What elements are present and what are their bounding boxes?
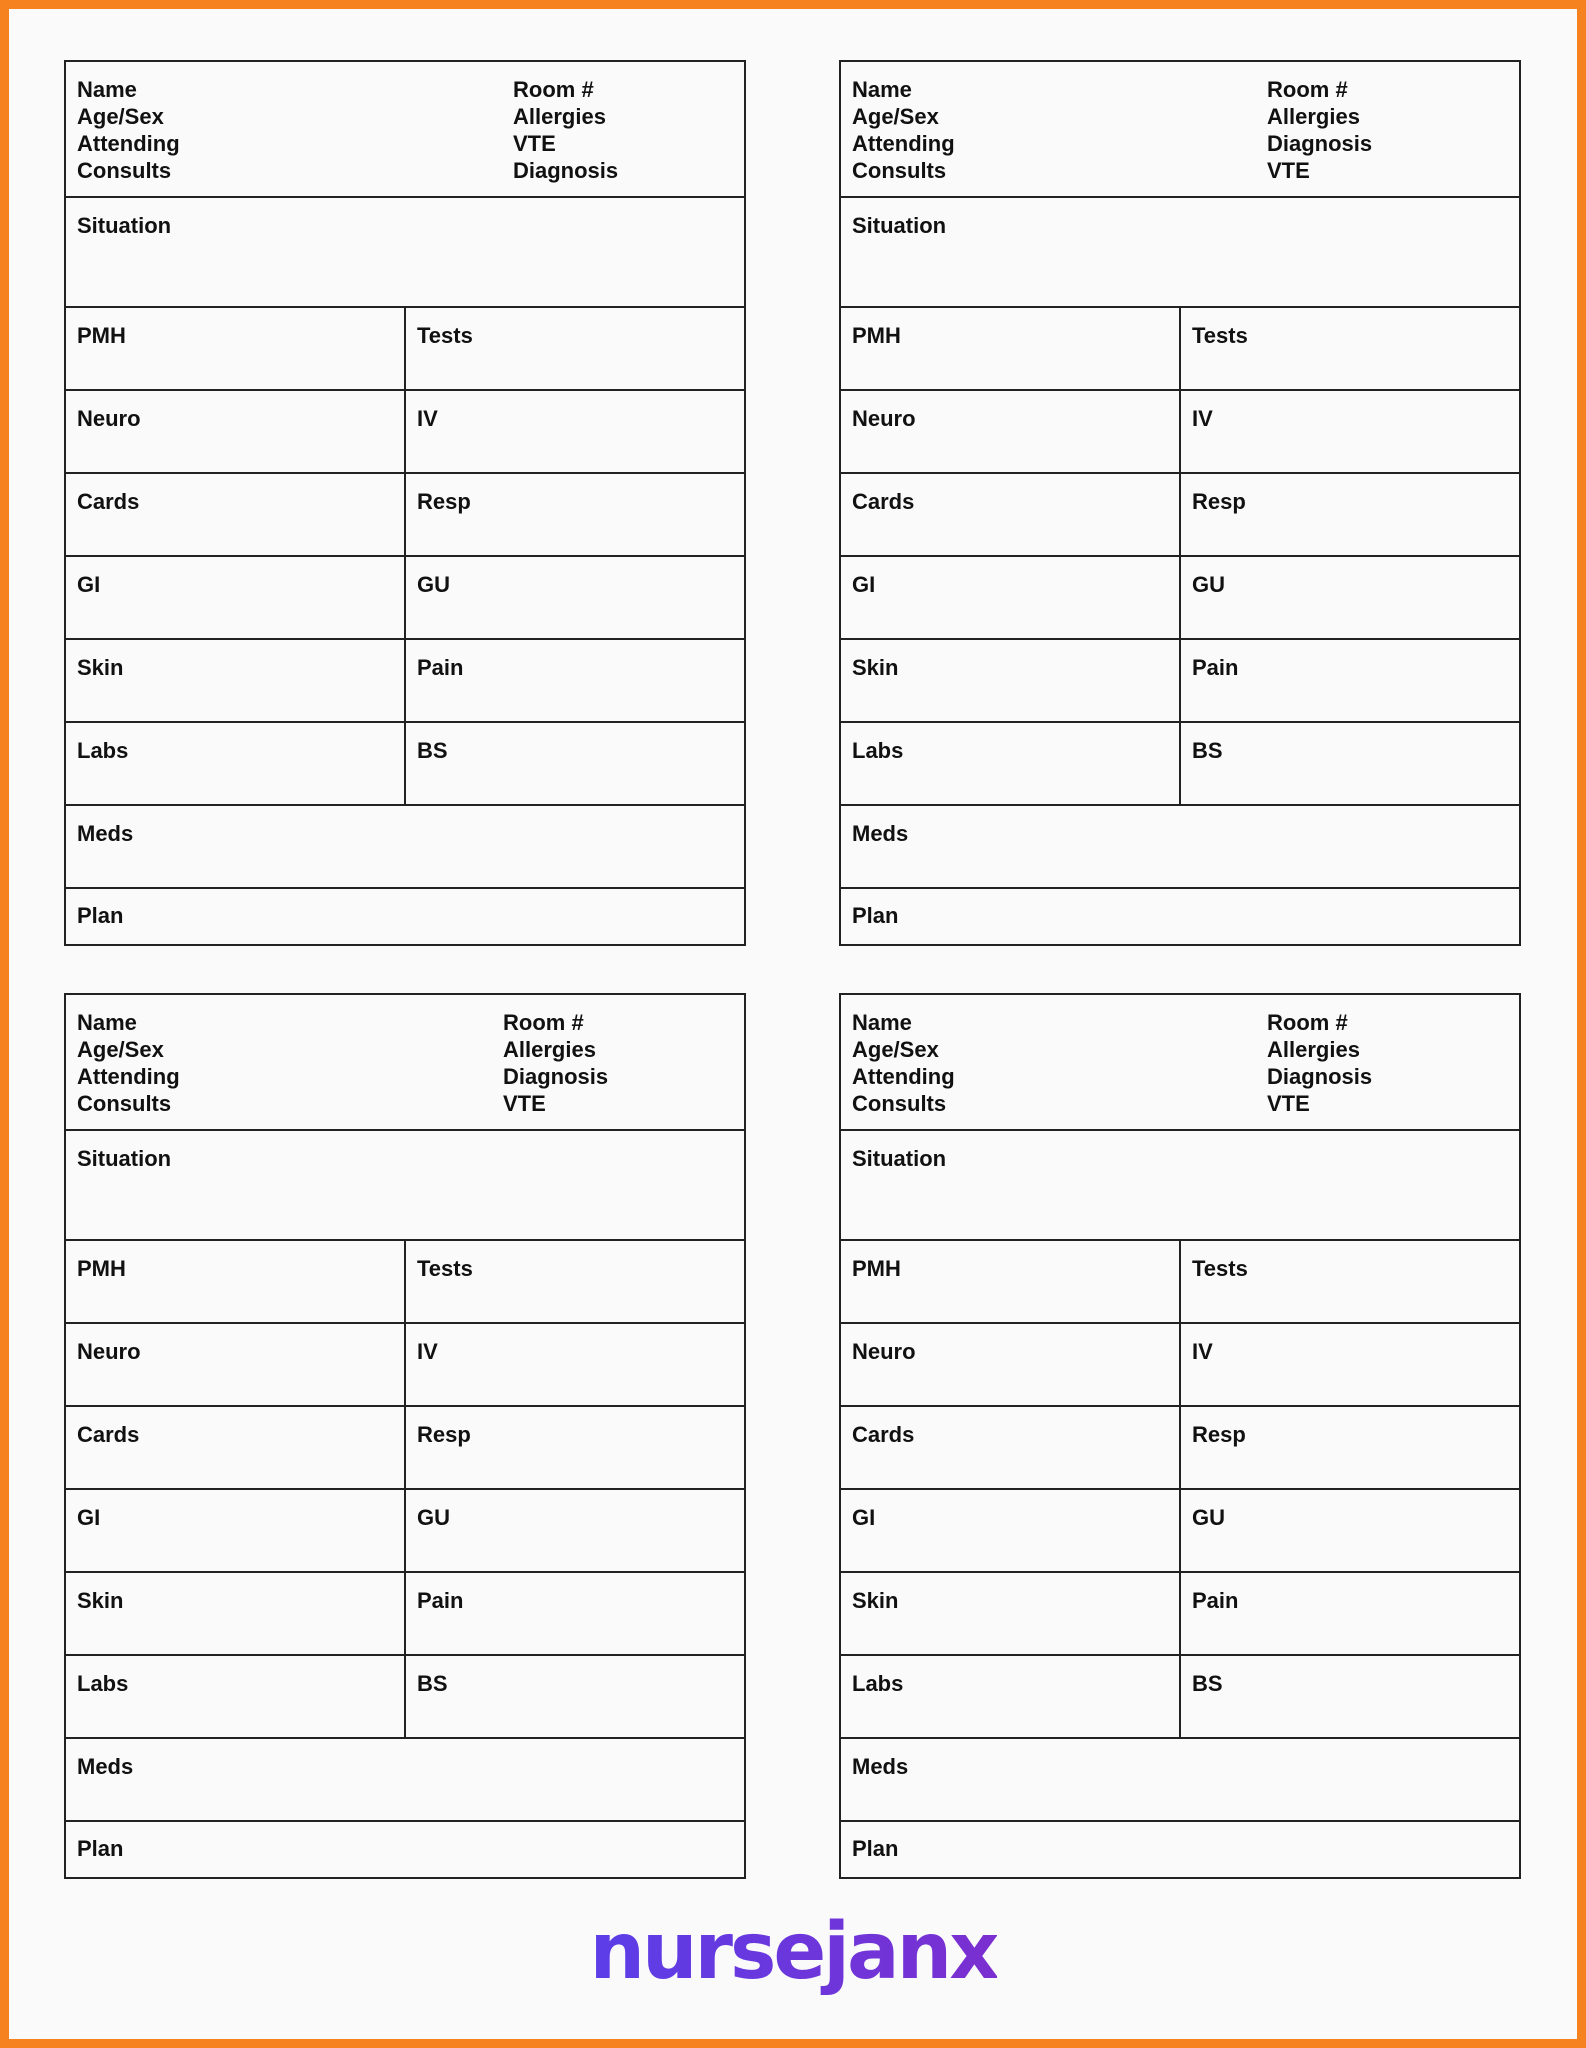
- assessment-cell: [841, 557, 1181, 638]
- assessment-label: BS: [1192, 1671, 1223, 1696]
- assessment-label: BS: [417, 1671, 448, 1696]
- assessment-cell: [1181, 1407, 1519, 1488]
- assessment-label: Resp: [1192, 489, 1246, 514]
- header-field-label: Age/Sex: [852, 104, 939, 129]
- plan-section: [66, 889, 744, 944]
- header-field-label: Allergies: [513, 104, 606, 129]
- plan-section: [66, 1822, 744, 1877]
- assessment-cell: [1181, 1324, 1519, 1405]
- assessment-label: PMH: [852, 323, 901, 348]
- assessment-label: IV: [1192, 1339, 1213, 1364]
- assessment-label: Pain: [1192, 1588, 1239, 1613]
- assessment-cell: [66, 1656, 406, 1737]
- assessment-row: [841, 1241, 1519, 1324]
- assessment-cell: [841, 1407, 1181, 1488]
- assessment-label: Labs: [852, 1671, 904, 1696]
- header-field-label: Allergies: [1267, 104, 1360, 129]
- header-field-label: VTE: [1267, 158, 1310, 183]
- header-left-column: [77, 76, 180, 184]
- meds-section: [841, 1739, 1519, 1822]
- assessment-label: Skin: [852, 1588, 899, 1613]
- header-left-column: [77, 1009, 180, 1117]
- assessment-label: Resp: [417, 489, 471, 514]
- assessment-label: Tests: [417, 323, 473, 348]
- situation-section: [66, 1131, 744, 1241]
- header-field-label: Room #: [503, 1010, 584, 1035]
- assessment-row: [66, 391, 744, 474]
- assessment-label: GI: [77, 572, 101, 597]
- patient-header: [66, 62, 744, 198]
- assessment-cell: [406, 1573, 744, 1654]
- assessment-label: GI: [852, 1505, 876, 1530]
- assessment-row: [66, 308, 744, 391]
- assessment-label: Pain: [1192, 655, 1239, 680]
- assessment-cell: [841, 1490, 1181, 1571]
- assessment-cell: [841, 640, 1181, 721]
- assessment-cell: [66, 1324, 406, 1405]
- assessment-row: [841, 1573, 1519, 1656]
- header-left-column: [852, 76, 955, 184]
- meds-section: [66, 1739, 744, 1822]
- patient-header: [66, 995, 744, 1131]
- assessment-label: GU: [417, 1505, 450, 1530]
- assessment-cell: [1181, 1573, 1519, 1654]
- assessment-label: Neuro: [77, 406, 141, 431]
- assessment-label: GI: [77, 1505, 101, 1530]
- assessment-label: GI: [852, 572, 876, 597]
- assessment-cell: [406, 1324, 744, 1405]
- meds-section: [66, 806, 744, 889]
- assessment-row: [841, 723, 1519, 806]
- assessment-cell: [1181, 1490, 1519, 1571]
- assessment-label: GU: [1192, 572, 1225, 597]
- assessment-row: [841, 1407, 1519, 1490]
- logo-wordmark: nursejanx: [589, 1907, 997, 1997]
- header-field-label: Age/Sex: [77, 1037, 164, 1062]
- assessment-row: [841, 474, 1519, 557]
- header-field-label: Name: [77, 77, 137, 102]
- situation-label: Situation: [852, 213, 947, 238]
- meds-section: [841, 806, 1519, 889]
- assessment-label: Cards: [77, 1422, 140, 1447]
- plan-label: Plan: [852, 903, 899, 928]
- assessment-cell: [66, 1241, 406, 1322]
- assessment-cell: [1181, 391, 1519, 472]
- assessment-label: PMH: [77, 323, 126, 348]
- assessment-cell: [841, 1573, 1181, 1654]
- plan-label: Plan: [77, 1836, 124, 1861]
- assessment-label: GU: [417, 572, 450, 597]
- assessment-cell: [841, 1241, 1181, 1322]
- header-field-label: Diagnosis: [503, 1064, 609, 1089]
- situation-section: [841, 1131, 1519, 1241]
- header-field-label: Room #: [1267, 77, 1348, 102]
- assessment-cell: [841, 1324, 1181, 1405]
- assessment-label: Labs: [852, 738, 904, 763]
- report-card: [839, 993, 1521, 1879]
- assessment-label: Skin: [77, 1588, 124, 1613]
- header-field-label: Consults: [852, 1091, 947, 1116]
- header-left-column: [852, 1009, 955, 1117]
- situation-label: Situation: [77, 1146, 172, 1171]
- assessment-label: Tests: [417, 1256, 473, 1281]
- situation-label: Situation: [77, 213, 172, 238]
- assessment-label: Pain: [417, 1588, 464, 1613]
- meds-label: Meds: [77, 1754, 134, 1779]
- assessment-cell: [406, 1241, 744, 1322]
- header-field-label: Allergies: [503, 1037, 596, 1062]
- assessment-cell: [1181, 723, 1519, 804]
- assessment-cell: [1181, 308, 1519, 389]
- assessment-label: BS: [417, 738, 448, 763]
- assessment-row: [66, 1656, 744, 1739]
- assessment-label: Tests: [1192, 323, 1248, 348]
- header-field-label: Room #: [1267, 1010, 1348, 1035]
- assessment-row: [841, 640, 1519, 723]
- assessment-cell: [841, 723, 1181, 804]
- assessment-label: Skin: [77, 655, 124, 680]
- assessment-row: [66, 1573, 744, 1656]
- header-field-label: Diagnosis: [1267, 131, 1373, 156]
- situation-section: [841, 198, 1519, 308]
- assessment-row: [841, 308, 1519, 391]
- assessment-cell: [66, 640, 406, 721]
- assessment-label: BS: [1192, 738, 1223, 763]
- assessment-row: [66, 1241, 744, 1324]
- header-field-label: Diagnosis: [1267, 1064, 1373, 1089]
- header-field-label: Attending: [77, 1064, 180, 1089]
- assessment-label: GU: [1192, 1505, 1225, 1530]
- report-card: [839, 60, 1521, 946]
- assessment-cell: [406, 308, 744, 389]
- assessment-row: [841, 1656, 1519, 1739]
- assessment-label: Pain: [417, 655, 464, 680]
- assessment-row: [841, 557, 1519, 640]
- header-field-label: Attending: [852, 1064, 955, 1089]
- header-field-label: Consults: [77, 1091, 172, 1116]
- assessment-cell: [841, 1656, 1181, 1737]
- header-field-label: VTE: [503, 1091, 546, 1116]
- assessment-row: [841, 391, 1519, 474]
- header-field-label: Name: [852, 1010, 912, 1035]
- assessment-cell: [66, 557, 406, 638]
- assessment-label: Skin: [852, 655, 899, 680]
- assessment-cell: [1181, 557, 1519, 638]
- plan-label: Plan: [852, 1836, 899, 1861]
- header-field-label: Attending: [852, 131, 955, 156]
- assessment-cell: [841, 474, 1181, 555]
- assessment-label: Cards: [77, 489, 140, 514]
- assessment-label: IV: [417, 1339, 438, 1364]
- assessment-row: [66, 557, 744, 640]
- assessment-cell: [1181, 1656, 1519, 1737]
- assessment-label: Resp: [417, 1422, 471, 1447]
- header-field-label: VTE: [513, 131, 556, 156]
- assessment-label: Tests: [1192, 1256, 1248, 1281]
- assessment-cell: [66, 308, 406, 389]
- patient-header: [841, 62, 1519, 198]
- assessment-cell: [406, 1490, 744, 1571]
- assessment-cell: [66, 1490, 406, 1571]
- assessment-cell: [406, 474, 744, 555]
- assessment-row: [841, 1324, 1519, 1407]
- report-card: [64, 60, 746, 946]
- plan-section: [841, 1822, 1519, 1877]
- header-field-label: VTE: [1267, 1091, 1310, 1116]
- patient-header: [841, 995, 1519, 1131]
- assessment-label: Neuro: [77, 1339, 141, 1364]
- assessment-cell: [406, 1407, 744, 1488]
- assessment-label: Labs: [77, 1671, 129, 1696]
- assessment-label: PMH: [852, 1256, 901, 1281]
- assessment-cell: [406, 640, 744, 721]
- assessment-cell: [66, 723, 406, 804]
- header-field-label: Diagnosis: [513, 158, 619, 183]
- assessment-row: [66, 640, 744, 723]
- plan-label: Plan: [77, 903, 124, 928]
- assessment-label: Neuro: [852, 1339, 916, 1364]
- assessment-label: Neuro: [852, 406, 916, 431]
- assessment-row: [66, 723, 744, 806]
- header-field-label: Age/Sex: [77, 104, 164, 129]
- assessment-cell: [406, 723, 744, 804]
- meds-label: Meds: [852, 1754, 909, 1779]
- assessment-row: [66, 474, 744, 557]
- header-field-label: Consults: [77, 158, 172, 183]
- assessment-row: [66, 1324, 744, 1407]
- report-card: [64, 993, 746, 1879]
- assessment-cell: [1181, 474, 1519, 555]
- header-field-label: Name: [77, 1010, 137, 1035]
- assessment-label: IV: [417, 406, 438, 431]
- header-right-column: [513, 76, 618, 184]
- assessment-label: IV: [1192, 406, 1213, 431]
- header-right-column: [1267, 76, 1372, 184]
- assessment-cell: [66, 391, 406, 472]
- assessment-cell: [66, 1573, 406, 1654]
- assessment-cell: [66, 474, 406, 555]
- assessment-label: Cards: [852, 1422, 915, 1447]
- brand-logo: [9, 1907, 1577, 1997]
- assessment-cell: [841, 391, 1181, 472]
- assessment-row: [841, 1490, 1519, 1573]
- assessment-row: [66, 1407, 744, 1490]
- plan-section: [841, 889, 1519, 944]
- assessment-cell: [1181, 640, 1519, 721]
- assessment-label: Labs: [77, 738, 129, 763]
- header-field-label: Room #: [513, 77, 594, 102]
- assessment-cell: [406, 1656, 744, 1737]
- assessment-label: Resp: [1192, 1422, 1246, 1447]
- header-field-label: Consults: [852, 158, 947, 183]
- header-field-label: Age/Sex: [852, 1037, 939, 1062]
- header-field-label: Attending: [77, 131, 180, 156]
- situation-section: [66, 198, 744, 308]
- assessment-label: Cards: [852, 489, 915, 514]
- header-field-label: Allergies: [1267, 1037, 1360, 1062]
- situation-label: Situation: [852, 1146, 947, 1171]
- assessment-label: PMH: [77, 1256, 126, 1281]
- assessment-cell: [406, 391, 744, 472]
- assessment-cell: [406, 557, 744, 638]
- meds-label: Meds: [852, 821, 909, 846]
- assessment-row: [66, 1490, 744, 1573]
- header-right-column: [1267, 1009, 1372, 1117]
- assessment-cell: [66, 1407, 406, 1488]
- header-field-label: Name: [852, 77, 912, 102]
- meds-label: Meds: [77, 821, 134, 846]
- assessment-cell: [841, 308, 1181, 389]
- assessment-cell: [1181, 1241, 1519, 1322]
- header-right-column: [503, 1009, 608, 1117]
